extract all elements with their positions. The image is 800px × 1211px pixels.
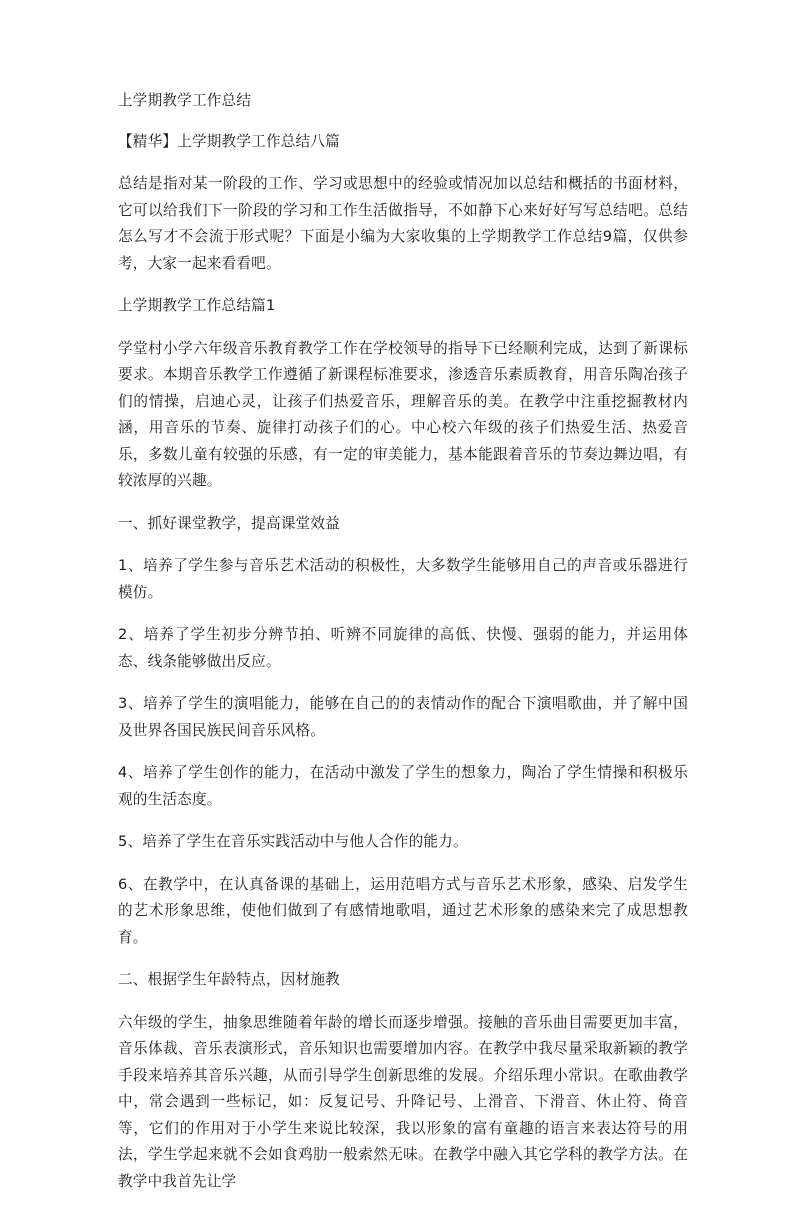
intro-paragraph: 总结是指对某一阶段的工作、学习或思想中的经验或情况加以总结和概括的书面材料，它可以给我们下一阶段的学习和工作生活做指导，不如静下心来好好写写总结吧。总结怎么写才不会流于形式呢？下面是小编为大家收集的上学期教学工作总结9篇，仅供参考，大家一起来看看吧。 — [118, 175, 688, 272]
section1-title: 上学期教学工作总结篇1 — [118, 297, 276, 314]
list-item: 4、培养了学生创作的能力，在活动中激发了学生的想象力，陶冶了学生情操和积极乐观的生活态度。 — [118, 764, 688, 808]
heading-classroom-teaching: 一、抓好课堂教学，提高课堂效益 — [118, 514, 340, 532]
document-subtitle: 【精华】上学期教学工作总结八篇 — [118, 132, 340, 150]
list-item: 1、培养了学生参与音乐艺术活动的积极性，大多数学生能够用自己的声音或乐器进行模仿。 — [118, 557, 688, 601]
list-item: 6、在教学中，在认真备课的基础上，运用范唱方式与音乐艺术形象，感染、启发学生的艺术形象思维，使他们做到了有感情地歌唱，通过艺术形象的感染来完了成思想教育。 — [118, 875, 688, 946]
section1-paragraph: 学堂村小学六年级音乐教育教学工作在学校领导的指导下已经顺利完成，达到了新课标要求。本期音乐教学工作遵循了新课程标准要求，渗透音乐素质教育，用音乐陶冶孩子们的情操，启迪心灵，让孩子们热爱音乐，理解音乐的美。在教学中注重挖掘教材内涵，用音乐的节奏、旋律打动孩子们的心。中心校六年级的孩子们热爱生活、热爱音乐，多数儿童有较强的乐感，有一定的审美能力，基本能跟着音乐的节奏边舞边唱，有较浓厚的兴趣。 — [118, 339, 688, 489]
list-item: 3、培养了学生的演唱能力，能够在自己的的表情动作的配合下演唱歌曲，并了解中国及世界各国民族民间音乐风格。 — [118, 695, 688, 739]
document-title: 上学期教学工作总结 — [118, 92, 252, 109]
heading-age-characteristics: 二、根据学生年龄特点，因材施教 — [118, 971, 340, 988]
section2-paragraph: 六年级的学生，抽象思维随着年龄的增长而逐步增强。接触的音乐曲目需要更加丰富，音乐体裁、音乐表演形式，音乐知识也需要增加内容。在教学中我尽量采取新颖的教学手段来培养其音乐兴趣，从而引导学生创新思维的发展。介绍乐理小常识。在歌曲教学中，常会遇到一些标记，如：反复记号、升降记号、上滑音、下滑音、休止符、倚音等，它们的作用对于小学生来说比较深，我以形象的富有童趣的语言来表达符号的用法，学生学起来就不会如食鸡肋一般索然无味。在教学中融入其它学科的教学方法。在教学中我首先让学 — [118, 1013, 688, 1190]
list-item: 5、培养了学生在音乐实践活动中与他人合作的能力。 — [118, 833, 468, 850]
list-item: 2、培养了学生初步分辨节拍、听辨不同旋律的高低、快慢、强弱的能力，并运用体态、线条能够做出反应。 — [118, 626, 688, 670]
document-page — [118, 88, 688, 1211]
